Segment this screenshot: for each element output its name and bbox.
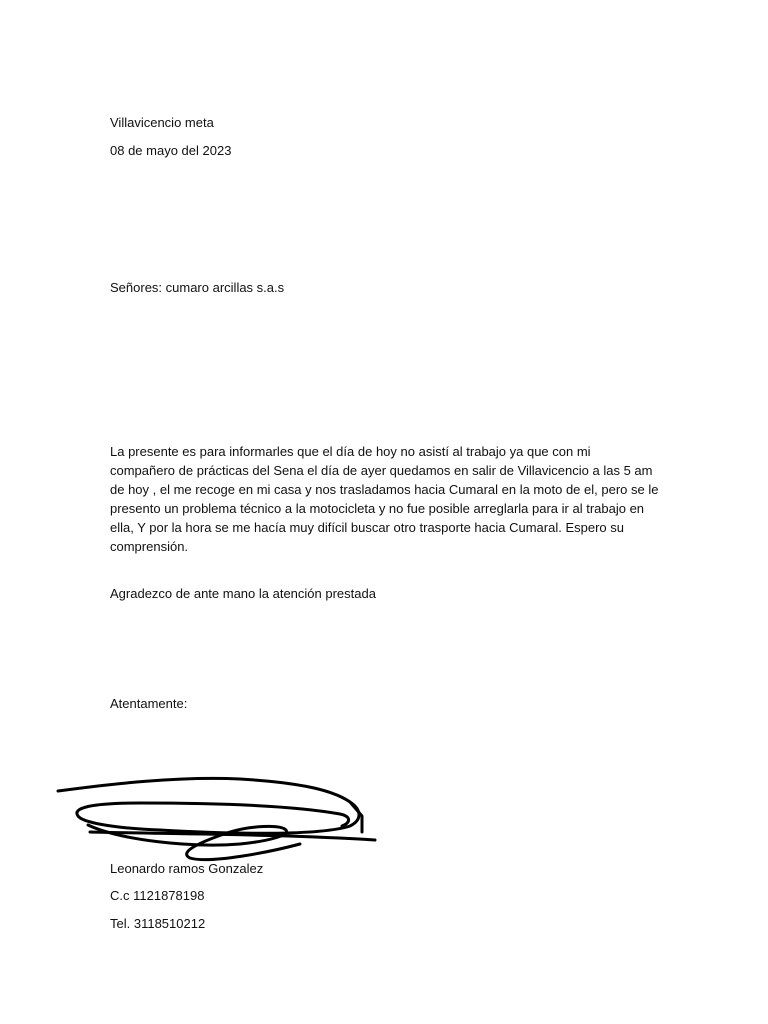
letter-place: Villavicencio meta <box>110 115 214 130</box>
signer-phone: Tel. 3118510212 <box>110 916 206 931</box>
body-line: comprensión. <box>110 539 189 554</box>
letter-date: 08 de mayo del 2023 <box>110 143 232 158</box>
letter-body <box>110 442 660 556</box>
body-line: La presente es para informarles que el día de hoy no asistí al trabajo ya que con mi <box>110 444 591 459</box>
signer-name: Leonardo ramos Gonzalez <box>110 861 264 876</box>
body-line: ella, Y por la hora se me hacía muy difícil buscar otro trasporte hacia Cumaral. Espero su <box>110 520 624 535</box>
handwritten-signature <box>50 770 390 870</box>
body-line: compañero de prácticas del Sena el día de ayer quedamos en salir de Villavicencio a las 5 am <box>110 463 653 478</box>
signature-stroke <box>58 778 359 833</box>
signer-id: C.c 1121878198 <box>110 888 205 903</box>
body-line: de hoy , el me recoge en mi casa y nos trasladamos hacia Cumaral en la moto de el, pero se le <box>110 482 659 497</box>
letter-thanks: Agradezco de ante mano la atención prestada <box>110 586 376 601</box>
signature-stroke <box>88 825 300 860</box>
signature-stroke <box>90 802 375 840</box>
letter-closing: Atentamente: <box>110 696 188 711</box>
letter-recipient: Señores: cumaro arcillas s.a.s <box>110 280 285 295</box>
body-line: presento un problema técnico a la motocicleta y no fue posible arreglarla para ir al trabajo en <box>110 501 645 516</box>
